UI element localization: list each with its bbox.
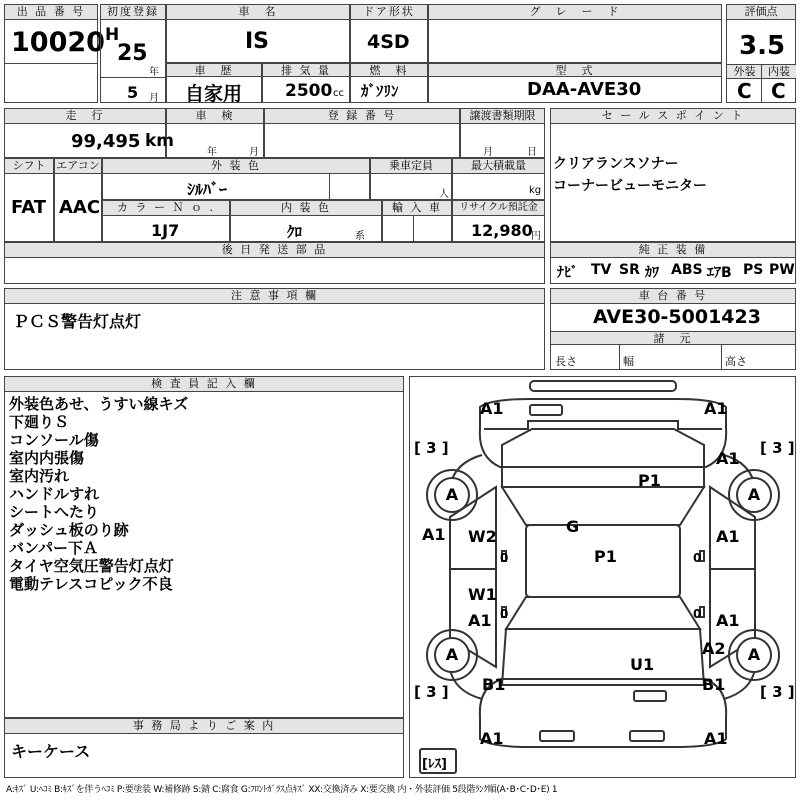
door-fl-label: W2 [468,527,497,546]
zero-fl: 0 [500,551,509,565]
recycle-label: リサイクル預託金 [453,201,544,216]
recycle-cell [452,200,545,242]
int-color-label: 内 装 色 [231,201,381,216]
chassis-value: AVE30-5001423 [593,306,761,328]
equip-pw: PW [769,262,795,278]
inspector-notes [9,395,188,593]
history-cell [166,63,262,103]
fuel-label: 燃 料 [351,64,427,77]
fuel-cell [350,63,428,103]
wheel-rl-label: A [434,637,470,673]
equip-navi: ﾅﾋﾞ [557,265,578,281]
ac-value: AAC [59,197,101,218]
inspector-note: 外装色あせ、うすい線キズ [9,395,189,413]
int-color-unit: 系 [355,231,365,242]
inspector-note: シートへたり [9,503,100,521]
equip-airbag: ｴｱB [707,265,732,281]
inspector-cell [4,376,404,718]
recycle-unit: 円 [531,231,541,242]
chassis-cell [550,288,796,370]
first-reg-year: 25 [117,41,148,66]
int-color-value: ｸﾛ [287,223,303,241]
exterior-value: C [737,79,752,103]
inspection-label: 車 検 [167,109,263,124]
door-label: ドア形状 [351,5,427,20]
color-value: ｼﾙﾊﾞｰ [187,180,228,199]
equip-sr: SR [619,262,640,278]
import-label: 輸 入 車 [383,201,451,216]
equip-leather: ｶﾜ [645,265,659,281]
exterior-label: 外装 [727,65,762,79]
equipment-cell [550,242,796,284]
legend: A:ｷｽﾞ U:ﾍｺﾐ B:ｷｽﾞを伴うﾍｺﾐ P:要塗装 W:補修跡 S:錆 C:腐食 G:ﾌﾛﾝﾄｶﾞﾗｽ点ｷｽﾞ XX:交換済み X:要交換 内・外装評価 5段階ﾗﾝｸ順(A･B･C･D･E) 1 [6,785,558,795]
displacement-value: 2500 [285,81,333,101]
transfer-day: 日 [527,147,537,158]
first-reg-month: 5 [127,83,139,102]
era: H [105,25,120,45]
front-right-label: A1 [704,399,728,418]
load-unit: kg [529,185,542,196]
color-no-cell [102,200,230,242]
notice-label: 注 意 事 項 欄 [5,289,544,304]
rear-right-label: B1 [702,675,726,694]
height-label: 高さ [725,355,747,368]
door-fr-label: A1 [716,527,740,546]
zero-rl: 0 [500,607,509,621]
door-rr-label: A1 [716,611,740,630]
spare-label: [ﾚｽ] [422,757,447,772]
model-value: DAA-AVE30 [527,79,642,100]
equipment-label: 純 正 装 備 [551,243,795,258]
lot-label: 出 品 番 号 [5,5,97,20]
inspector-note: ハンドルすれ [9,485,100,503]
year-unit: 年 [149,67,159,78]
recycle-value: 12,980 [471,221,533,240]
bumper-rl-label: A1 [480,729,504,748]
car-name: IS [245,29,270,54]
rear-left-label: B1 [482,675,506,694]
interior-label: 内装 [762,65,796,79]
registration-label: 登 録 番 号 [265,109,459,124]
shift-cell [4,158,54,242]
sales-point-cell [550,108,796,242]
color-no-value: 1J7 [151,221,180,240]
lot-cell [4,4,105,103]
front-left-label: A1 [480,399,504,418]
quarter-rr-label: A2 [702,639,726,658]
later-parts-label: 後 日 発 送 部 品 [5,243,544,258]
inspector-note: バンパー下Ａ [9,539,98,557]
fender-fr-label: A1 [716,449,740,468]
lot-number: 10020 [11,27,105,58]
windshield-label: G [566,517,580,536]
inspector-note: 下廻りＳ [9,413,70,431]
later-parts-cell [4,242,545,284]
chassis-label: 車 台 番 号 [551,289,795,304]
inspector-note: コンソール傷 [9,431,99,449]
equip-ps: PS [743,262,764,278]
interior-value: C [771,79,786,103]
mileage-unit: km [145,131,175,151]
transfer-cell [460,108,545,158]
inspector-note: 室内内張傷 [9,449,85,467]
tire-rl-label: [ 3 ] [414,683,449,701]
ac-label: エアコン [56,159,100,172]
inspector-note: 電動テレスコピック不良 [9,575,173,593]
capacity-unit: 人 [439,189,449,200]
shift-label: シフト [5,159,53,174]
notice-value: ＰＣＳ警告灯点灯 [13,312,142,331]
office-cell [4,718,404,778]
side-left-label: A1 [422,525,446,544]
int-color-cell [230,200,382,242]
color-cell [102,158,370,200]
car-name-label: 車 名 [167,5,349,20]
registration-cell [264,108,460,158]
ac-cell [54,158,102,242]
specs-label: 諸 元 [551,331,795,345]
mileage-cell [4,108,175,158]
wheel-rr-label: A [736,637,772,673]
inspector-note: ダッシュ板のり跡 [9,521,129,539]
zero-rr: 0 [693,607,702,621]
sales-point-2: コーナービューモニター [553,178,707,194]
car-diagram [409,376,796,778]
wheel-fr-label: A [736,477,772,513]
roof-label: P1 [594,547,617,566]
history-label: 車 歴 [167,64,261,77]
office-value: キーケース [11,742,91,761]
inspection-month-unit: 月 [249,147,259,158]
car-name-cell [166,4,350,63]
shift-value: FAT [11,197,47,218]
inspector-note: 室内汚れ [9,467,70,485]
notice-cell [4,288,545,370]
tire-fl-label: [ 3 ] [414,439,449,457]
displacement-label: 排 気 量 [263,64,349,77]
width-label: 幅 [623,355,634,368]
month-unit: 月 [149,93,159,104]
transfer-label: 譲渡書類期限 [461,109,544,124]
color-no-label: カ ラ ー Ｎ ｏ . [103,201,229,216]
trunk-label: U1 [630,655,655,674]
transfer-month: 月 [483,147,493,158]
car-outline-svg [410,377,795,777]
tire-rr-label: [ 3 ] [760,683,795,701]
load-label: 最大積載量 [453,159,544,174]
inspection-year-unit: 年 [207,147,217,158]
history-value: 自家用 [185,83,243,105]
first-reg-label: 初度登録 [101,5,165,20]
tire-fr-label: [ 3 ] [760,439,795,457]
zero-fr: 0 [693,551,702,565]
door-value: 4SD [367,31,410,53]
import-cell [382,200,452,242]
door-rl-label: W1 [468,585,497,604]
capacity-label: 乗車定員 [371,159,451,174]
displacement-cell [262,63,350,103]
color-label: 外 装 色 [103,159,369,174]
hood-label: P1 [638,471,661,490]
office-label: 事 務 局 よ り ご 案 内 [5,719,403,734]
door-cell [350,4,428,63]
wheel-fl-label: A [434,477,470,513]
length-label: 長さ [555,355,577,368]
score-label: 評価点 [727,5,795,20]
sales-point-label: セ ー ル ス ポ イ ン ト [551,109,795,124]
grade-label: グ レ ー ド [429,5,721,20]
displacement-unit: cc [333,88,344,99]
load-cell [452,158,545,200]
grade-cell [428,4,722,63]
sales-point-1: クリアランスソナー [553,156,679,172]
mileage-value: 99,495 [71,131,141,152]
equip-abs: ABS [671,262,703,278]
model-cell [428,63,722,103]
bumper-rr-label: A1 [704,729,728,748]
fuel-value: ｶﾞｿﾘﾝ [361,82,399,100]
inspector-label: 検 査 員 記 入 欄 [5,377,403,392]
capacity-cell [370,158,452,200]
first-reg-cell [100,4,166,103]
mileage-label: 走 行 [5,109,165,124]
score-cell [726,4,796,103]
inspector-note: タイヤ空気圧警告灯点灯 [9,557,174,575]
score-value: 3.5 [739,31,786,61]
door-rl2-label: A1 [468,611,492,630]
equip-tv: TV [591,262,612,278]
inspection-cell [166,108,264,158]
model-label: 型 式 [429,64,721,77]
